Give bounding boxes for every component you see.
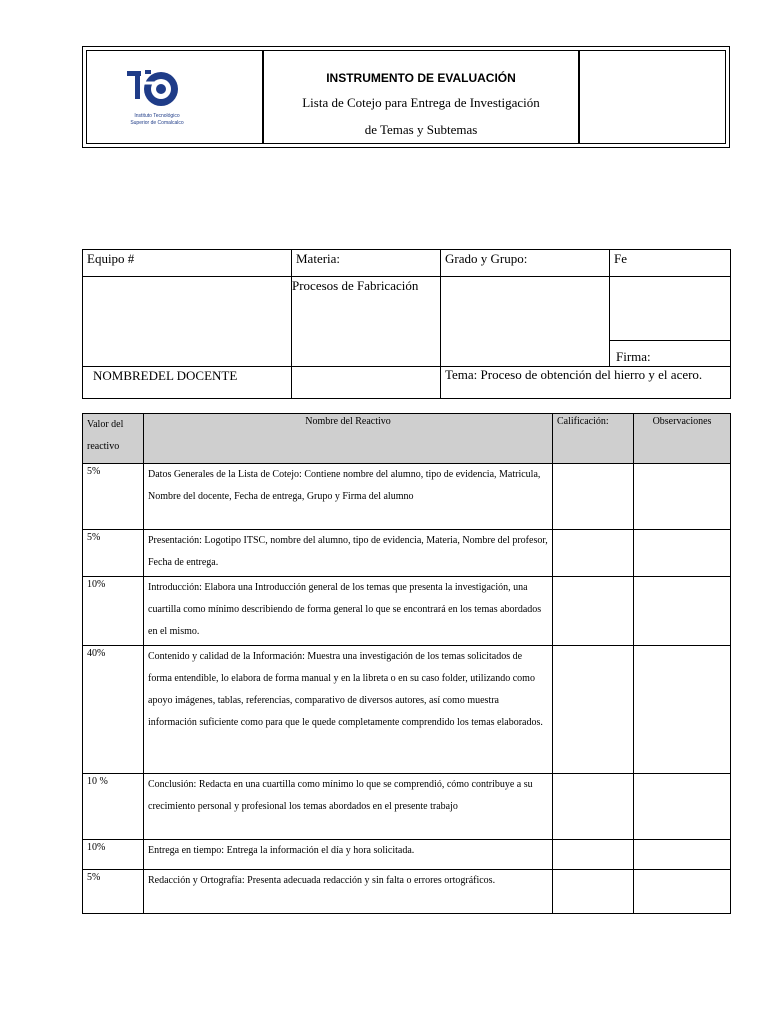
- valor-header: Valor del reactivo: [83, 414, 144, 464]
- calificacion-cell: [553, 646, 634, 774]
- tema-label: Tema: Proceso de obtención del hierro y el acero.: [441, 367, 731, 399]
- equipo-label: Equipo #: [83, 250, 292, 277]
- reactivo-cell: Contenido y calidad de la Información: Muestra una investigación de los temas solicitados de forma entendible, lo elabora de forma manual y en la libreta o en su caso folder, utilizando como apoyo imágenes, tablas, referencias, comparativo de diversos autores, así como muestra información suficiente como para que le quede completamente comprendido los temas elaborados.: [144, 646, 553, 774]
- reactivo-cell: Introducción: Elabora una Introducción general de los temas que presenta la investigación, una cuartilla como mínimo describiendo de forma general lo que se encontrará en los temas abordados en el mismo.: [144, 577, 553, 646]
- document-title: INSTRUMENTO DE EVALUACIÓN: [326, 71, 516, 85]
- valor-cell: 5%: [83, 870, 144, 914]
- docente-label: NOMBREDEL DOCENTE: [83, 367, 292, 399]
- reactivo-cell: Conclusión: Redacta en una cuartilla como mínimo lo que se comprendió, cómo contribuye a su crecimiento personal y profesional los temas abordados en el presente trabajo: [144, 774, 553, 840]
- calificacion-cell: [553, 840, 634, 870]
- valor-cell: 5%: [83, 464, 144, 530]
- document-header: [82, 46, 730, 148]
- calificacion-cell: [553, 774, 634, 840]
- grado-value-cell: [441, 277, 610, 367]
- calificacion-cell: [553, 464, 634, 530]
- calificacion-header: Calificación:: [553, 414, 634, 464]
- table-row: [83, 530, 731, 577]
- calificacion-cell: [553, 870, 634, 914]
- rubric-table: [82, 413, 731, 914]
- valor-cell: 40%: [83, 646, 144, 774]
- materia-value: Procesos de Fabricación: [292, 277, 441, 367]
- observaciones-cell: [634, 774, 731, 840]
- observaciones-cell: [634, 530, 731, 577]
- docente-value-cell: [292, 367, 441, 399]
- observaciones-cell: [634, 646, 731, 774]
- table-row: [83, 464, 731, 530]
- valor-cell: 10%: [83, 577, 144, 646]
- equipo-value-cell: [83, 277, 292, 367]
- observaciones-cell: [634, 840, 731, 870]
- info-table: [82, 249, 731, 399]
- valor-cell: 5%: [83, 530, 144, 577]
- document-subtitle: Lista de Cotejo para Entrega de Investigación: [302, 95, 540, 110]
- table-row: [83, 774, 731, 840]
- reactivo-cell: Redacción y Ortografía: Presenta adecuada redacción y sin falta o errores ortográficos.: [144, 870, 553, 914]
- nombre-header: Nombre del Reactivo: [144, 414, 553, 464]
- svg-text:Instituto Tecnológico: Instituto Tecnológico: [134, 113, 180, 119]
- fecha-label: Fe: [610, 250, 731, 277]
- valor-cell: 10%: [83, 840, 144, 870]
- header-inner-frame: [86, 50, 726, 144]
- institute-logo: [121, 67, 193, 133]
- header-divider: [578, 51, 580, 143]
- reactivo-cell: Presentación: Logotipo ITSC, nombre del alumno, tipo de evidencia, Materia, Nombre del profesor, Fecha de entrega.: [144, 530, 553, 577]
- observaciones-cell: [634, 870, 731, 914]
- table-row: [83, 646, 731, 774]
- svg-text:Superior de Comalcalco: Superior de Comalcalco: [130, 120, 184, 126]
- calificacion-cell: [553, 530, 634, 577]
- firma-label: Firma:: [610, 341, 731, 367]
- calificacion-cell: [553, 577, 634, 646]
- document-subtitle: de Temas y Subtemas: [364, 122, 478, 137]
- table-row: [83, 577, 731, 646]
- observaciones-header: Observaciones: [634, 414, 731, 464]
- fecha-value-cell: [610, 277, 731, 341]
- reactivo-cell: Entrega en tiempo: Entrega la información el día y hora solicitada.: [144, 840, 553, 870]
- observaciones-cell: [634, 464, 731, 530]
- table-row: [83, 870, 731, 914]
- valor-cell: 10 %: [83, 774, 144, 840]
- observaciones-cell: [634, 577, 731, 646]
- table-row: [83, 840, 731, 870]
- reactivo-cell: Datos Generales de la Lista de Cotejo: Contiene nombre del alumno, tipo de evidencia, Matricula, Nombre del docente, Fecha de entrega, Grupo y Firma del alumno: [144, 464, 553, 530]
- grado-grupo-label: Grado y Grupo:: [441, 250, 610, 277]
- materia-label: Materia:: [292, 250, 441, 277]
